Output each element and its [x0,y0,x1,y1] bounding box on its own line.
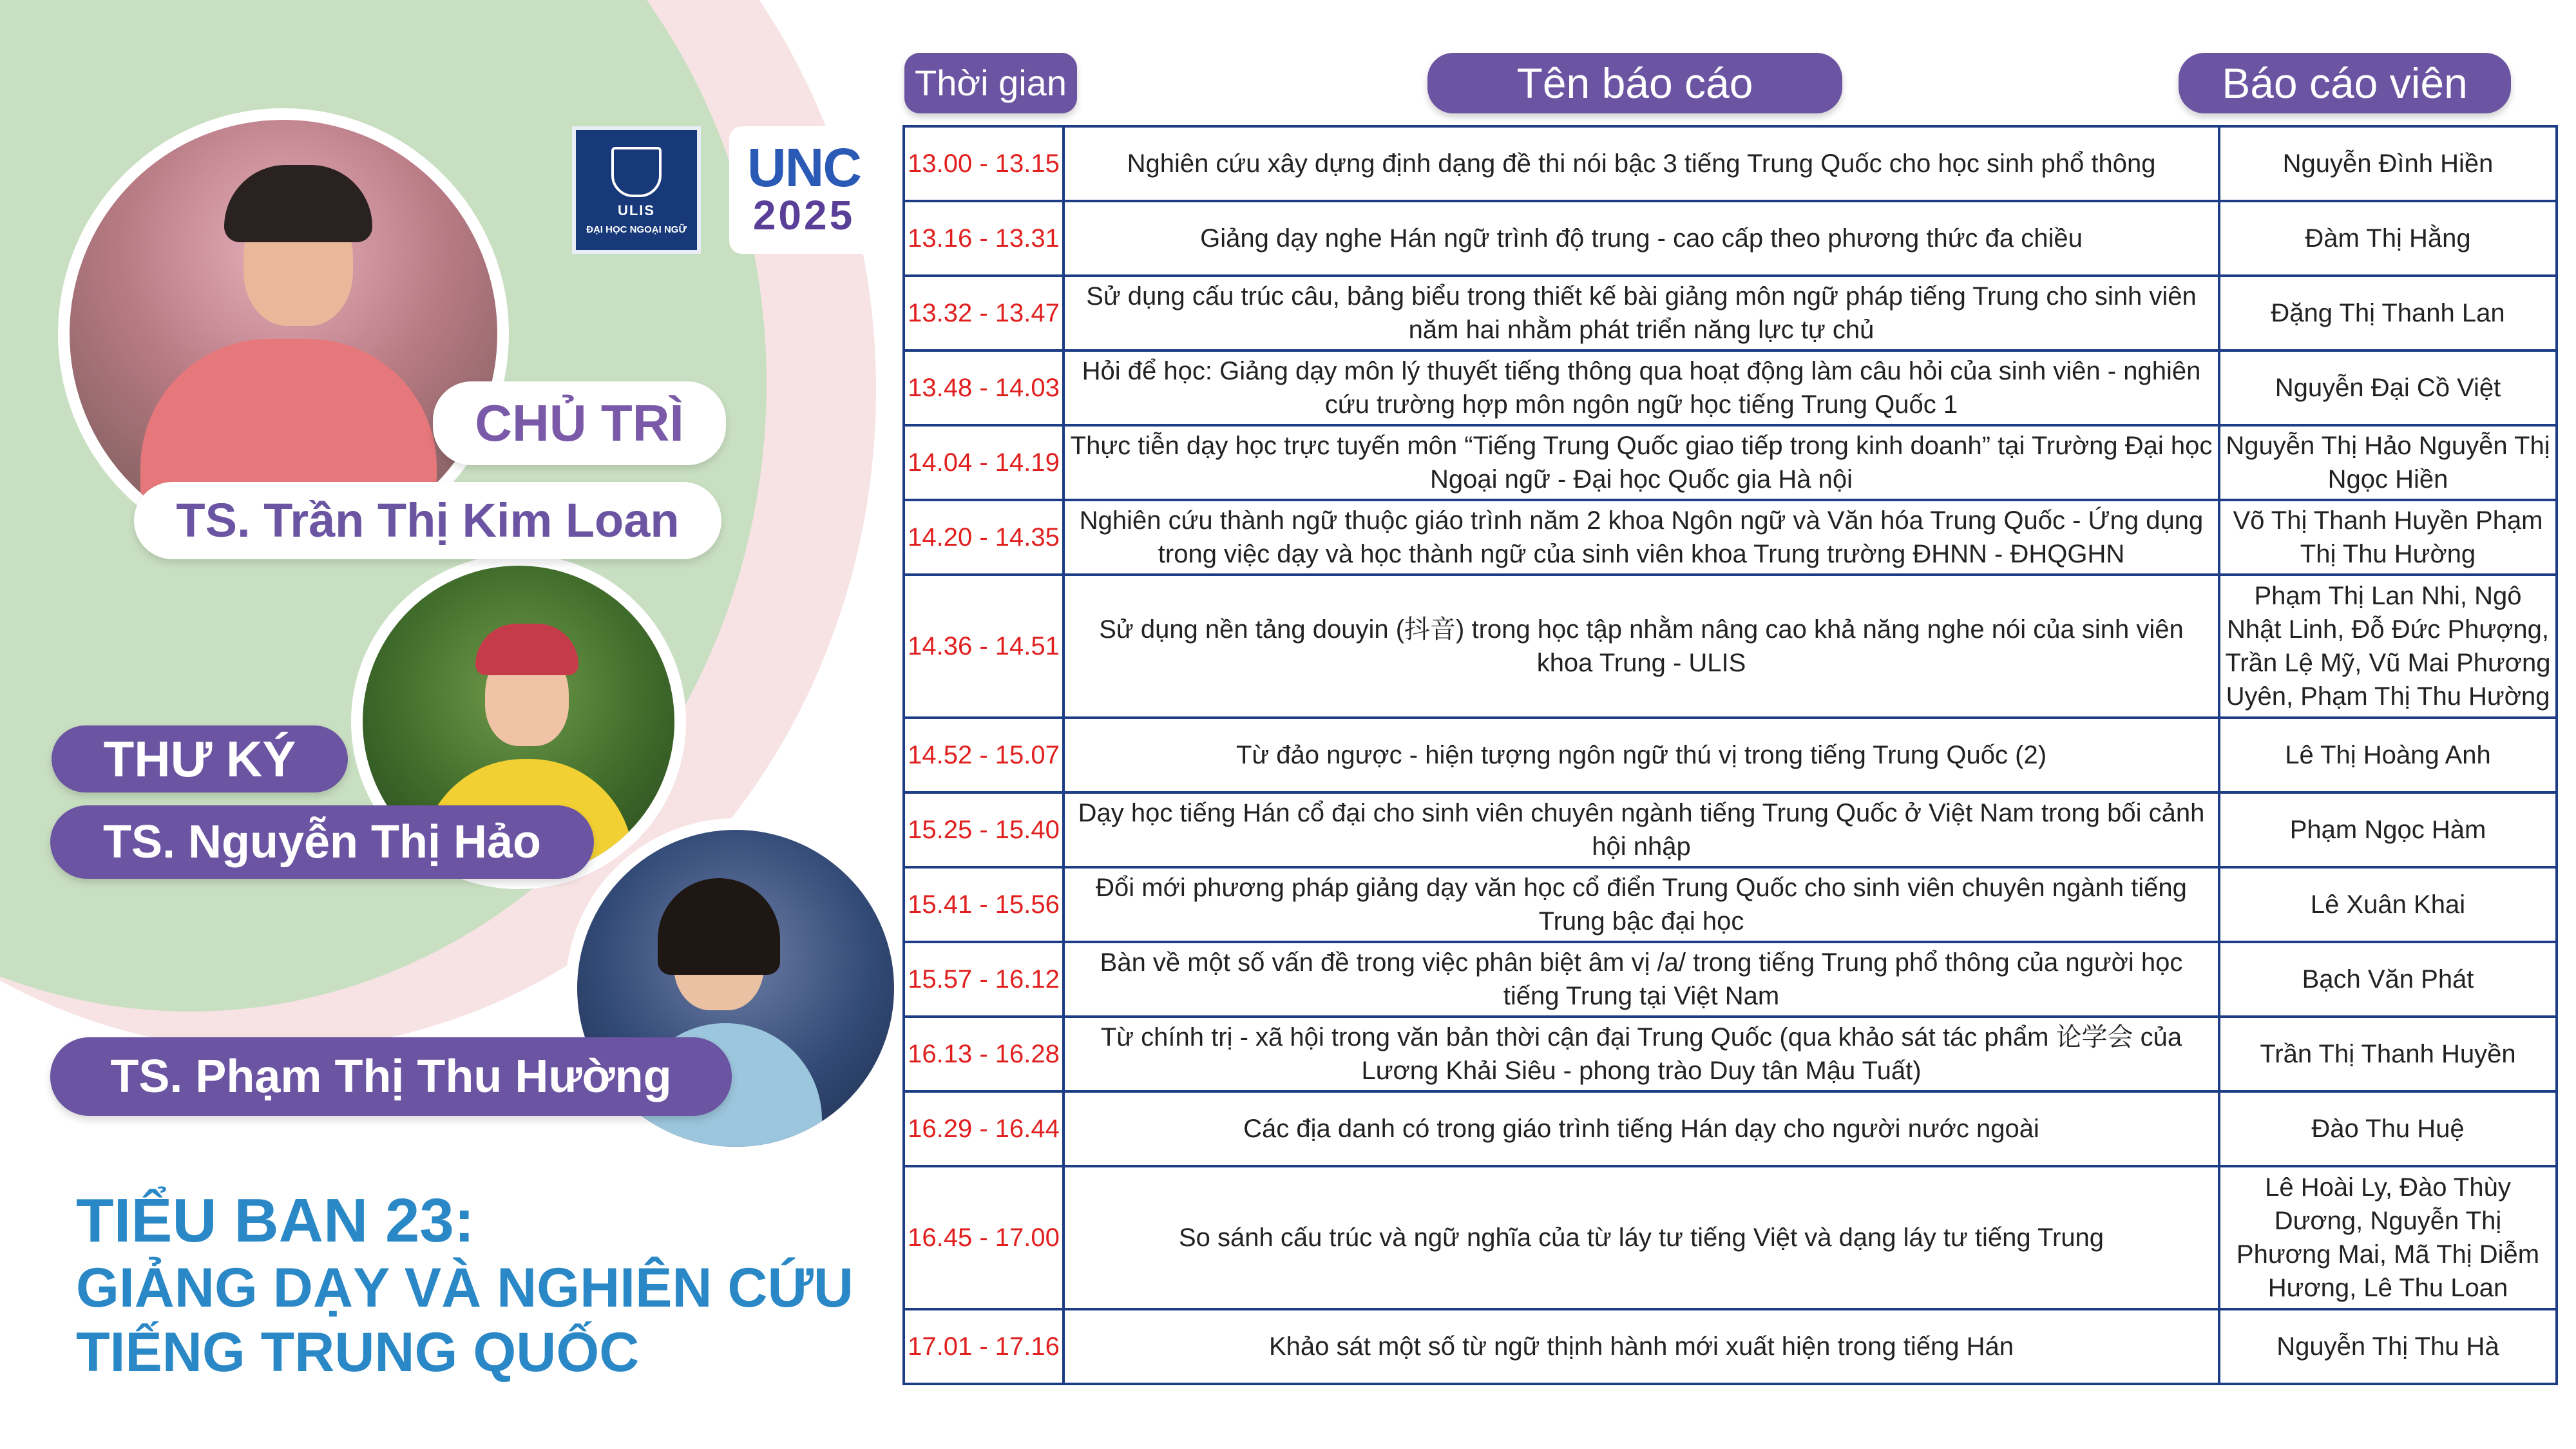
unc-logo-text: UNC [747,137,861,198]
table-row [904,1166,2557,1309]
unc-logo-year: 2025 [752,192,855,238]
row-speaker: Phạm Thị Lan Nhi, Ngô Nhật Linh, Đỗ Đức Phượng, Trần Lệ Mỹ, Vũ Mai Phương Uyên, Phạm Thị Thu Hường [2219,575,2557,718]
ulis-logo-name: ĐẠI HỌC NGOẠI NGỮ [586,224,687,235]
header-title: Tên báo cáo [1427,53,1842,113]
table-row [904,1091,2557,1166]
row-time: 13.48 - 14.03 [904,350,1064,425]
session-subtitle-line1: GIẢNG DẠY VÀ NGHIÊN CỨU [76,1257,854,1319]
table-row [904,942,2557,1017]
row-time: 16.29 - 16.44 [904,1091,1064,1166]
row-time: 13.16 - 13.31 [904,201,1064,276]
row-title: Từ chính trị - xã hội trong văn bản thời cận đại Trung Quốc (qua khảo sát tác phẩm 论学会 của Lương Khải Siêu - phong trào Duy tân Mậu Tuất) [1064,1017,2219,1091]
row-speaker: Trần Thị Thanh Huyền [2219,1017,2557,1091]
row-speaker: Nguyễn Đình Hiền [2219,126,2557,201]
row-speaker: Bạch Văn Phát [2219,942,2557,1017]
row-speaker: Lê Thị Hoàng Anh [2219,718,2557,792]
row-speaker: Phạm Ngọc Hàm [2219,792,2557,867]
secretary-name-1: TS. Nguyễn Thị Hảo [50,805,594,879]
header-time: Thời gian [904,53,1077,113]
row-speaker: Đặng Thị Thanh Lan [2219,276,2557,350]
ulis-logo-short: ULIS [617,202,656,218]
row-title: Khảo sát một số từ ngữ thịnh hành mới xuất hiện trong tiếng Hán [1064,1309,2219,1384]
secretary-name-2: TS. Phạm Thị Thu Hường [50,1037,732,1116]
row-time: 15.41 - 15.56 [904,867,1064,942]
row-title: Thực tiễn dạy học trực tuyến môn “Tiếng Trung Quốc giao tiếp trong kinh doanh” tại Trường Đại học Ngoại ngữ - Đại học Quốc gia Hà nội [1064,425,2219,500]
row-time: 14.36 - 14.51 [904,575,1064,718]
table-row [904,792,2557,867]
row-speaker: Nguyễn Đại Cồ Việt [2219,350,2557,425]
row-time: 17.01 - 17.16 [904,1309,1064,1384]
row-time: 16.45 - 17.00 [904,1166,1064,1309]
row-time: 14.20 - 14.35 [904,500,1064,575]
table-row [904,867,2557,942]
table-row [904,500,2557,575]
row-title: Các địa danh có trong giáo trình tiếng Hán dạy cho người nước ngoài [1064,1091,2219,1166]
chair-role-label: CHỦ TRÌ [433,381,726,465]
session-title: TIỂU BAN 23: [76,1186,475,1255]
row-speaker: Đào Thu Huệ [2219,1091,2557,1166]
row-time: 14.52 - 15.07 [904,718,1064,792]
row-speaker: Võ Thị Thanh Huyền Phạm Thị Thu Hường [2219,500,2557,575]
row-time: 16.13 - 16.28 [904,1017,1064,1091]
row-speaker: Lê Hoài Ly, Đào Thùy Dương, Nguyễn Thị Phương Mai, Mã Thị Diễm Hương, Lê Thu Loan [2219,1166,2557,1309]
unc-logo [729,126,879,254]
row-title: Từ đảo ngược - hiện tượng ngôn ngữ thú vị trong tiếng Trung Quốc (2) [1064,718,2219,792]
row-title: So sánh cấu trúc và ngữ nghĩa của từ láy tư tiếng Việt và dạng láy tư tiếng Trung [1064,1166,2219,1309]
row-time: 14.04 - 14.19 [904,425,1064,500]
chair-name: TS. Trần Thị Kim Loan [134,482,721,559]
row-time: 13.00 - 13.15 [904,126,1064,201]
row-speaker: Đàm Thị Hằng [2219,201,2557,276]
row-title: Dạy học tiếng Hán cổ đại cho sinh viên chuyên ngành tiếng Trung Quốc ở Việt Nam trong bối cảnh hội nhập [1064,792,2219,867]
row-title: Sử dụng cấu trúc câu, bảng biểu trong thiết kế bài giảng môn ngữ pháp tiếng Trung cho sinh viên năm hai nhằm phát triển năng lực tự chủ [1064,276,2219,350]
row-speaker: Nguyễn Thị Thu Hà [2219,1309,2557,1384]
row-title: Nghiên cứu xây dựng định dạng đề thi nói bậc 3 tiếng Trung Quốc cho học sinh phổ thông [1064,126,2219,201]
row-speaker: Nguyễn Thị Hảo Nguyễn Thị Ngọc Hiền [2219,425,2557,500]
row-time: 15.57 - 16.12 [904,942,1064,1017]
row-time: 15.25 - 15.40 [904,792,1064,867]
row-title: Sử dụng nền tảng douyin (抖音) trong học tập nhằm nâng cao khả năng nghe nói của sinh viên khoa Trung - ULIS [1064,575,2219,718]
row-title: Giảng dạy nghe Hán ngữ trình độ trung - cao cấp theo phương thức đa chiều [1064,201,2219,276]
row-time: 13.32 - 13.47 [904,276,1064,350]
table-row [904,350,2557,425]
table-row [904,201,2557,276]
table-row [904,1017,2557,1091]
row-speaker: Lê Xuân Khai [2219,867,2557,942]
row-title: Nghiên cứu thành ngữ thuộc giáo trình năm 2 khoa Ngôn ngữ và Văn hóa Trung Quốc - Ứng dụng trong việc dạy và học thành ngữ của sinh viên khoa Trung trường ĐHNN - ĐHQGHN [1064,500,2219,575]
session-subtitle-line2: TIẾNG TRUNG QUỐC [76,1321,640,1383]
table-row [904,718,2557,792]
ulis-crest-icon [611,147,662,197]
table-row [904,276,2557,350]
secretary-role-label: THƯ KÝ [52,725,348,792]
schedule-table [902,125,2558,1385]
table-row [904,126,2557,201]
row-title: Đổi mới phương pháp giảng dạy văn học cổ điển Trung Quốc cho sinh viên chuyên ngành tiếng Trung bậc đại học [1064,867,2219,942]
table-row [904,425,2557,500]
row-title: Hỏi để học: Giảng dạy môn lý thuyết tiếng thông qua hoạt động làm câu hỏi của sinh viên - nghiên cứu trường hợp môn ngôn ngữ học tiếng Trung Quốc 1 [1064,350,2219,425]
row-title: Bàn về một số vấn đề trong việc phân biệt âm vị /a/ trong tiếng Trung phổ thông của người học tiếng Trung tại Việt Nam [1064,942,2219,1017]
table-row [904,575,2557,718]
header-speaker: Báo cáo viên [2179,53,2511,113]
ulis-logo [572,126,701,254]
table-row [904,1309,2557,1384]
